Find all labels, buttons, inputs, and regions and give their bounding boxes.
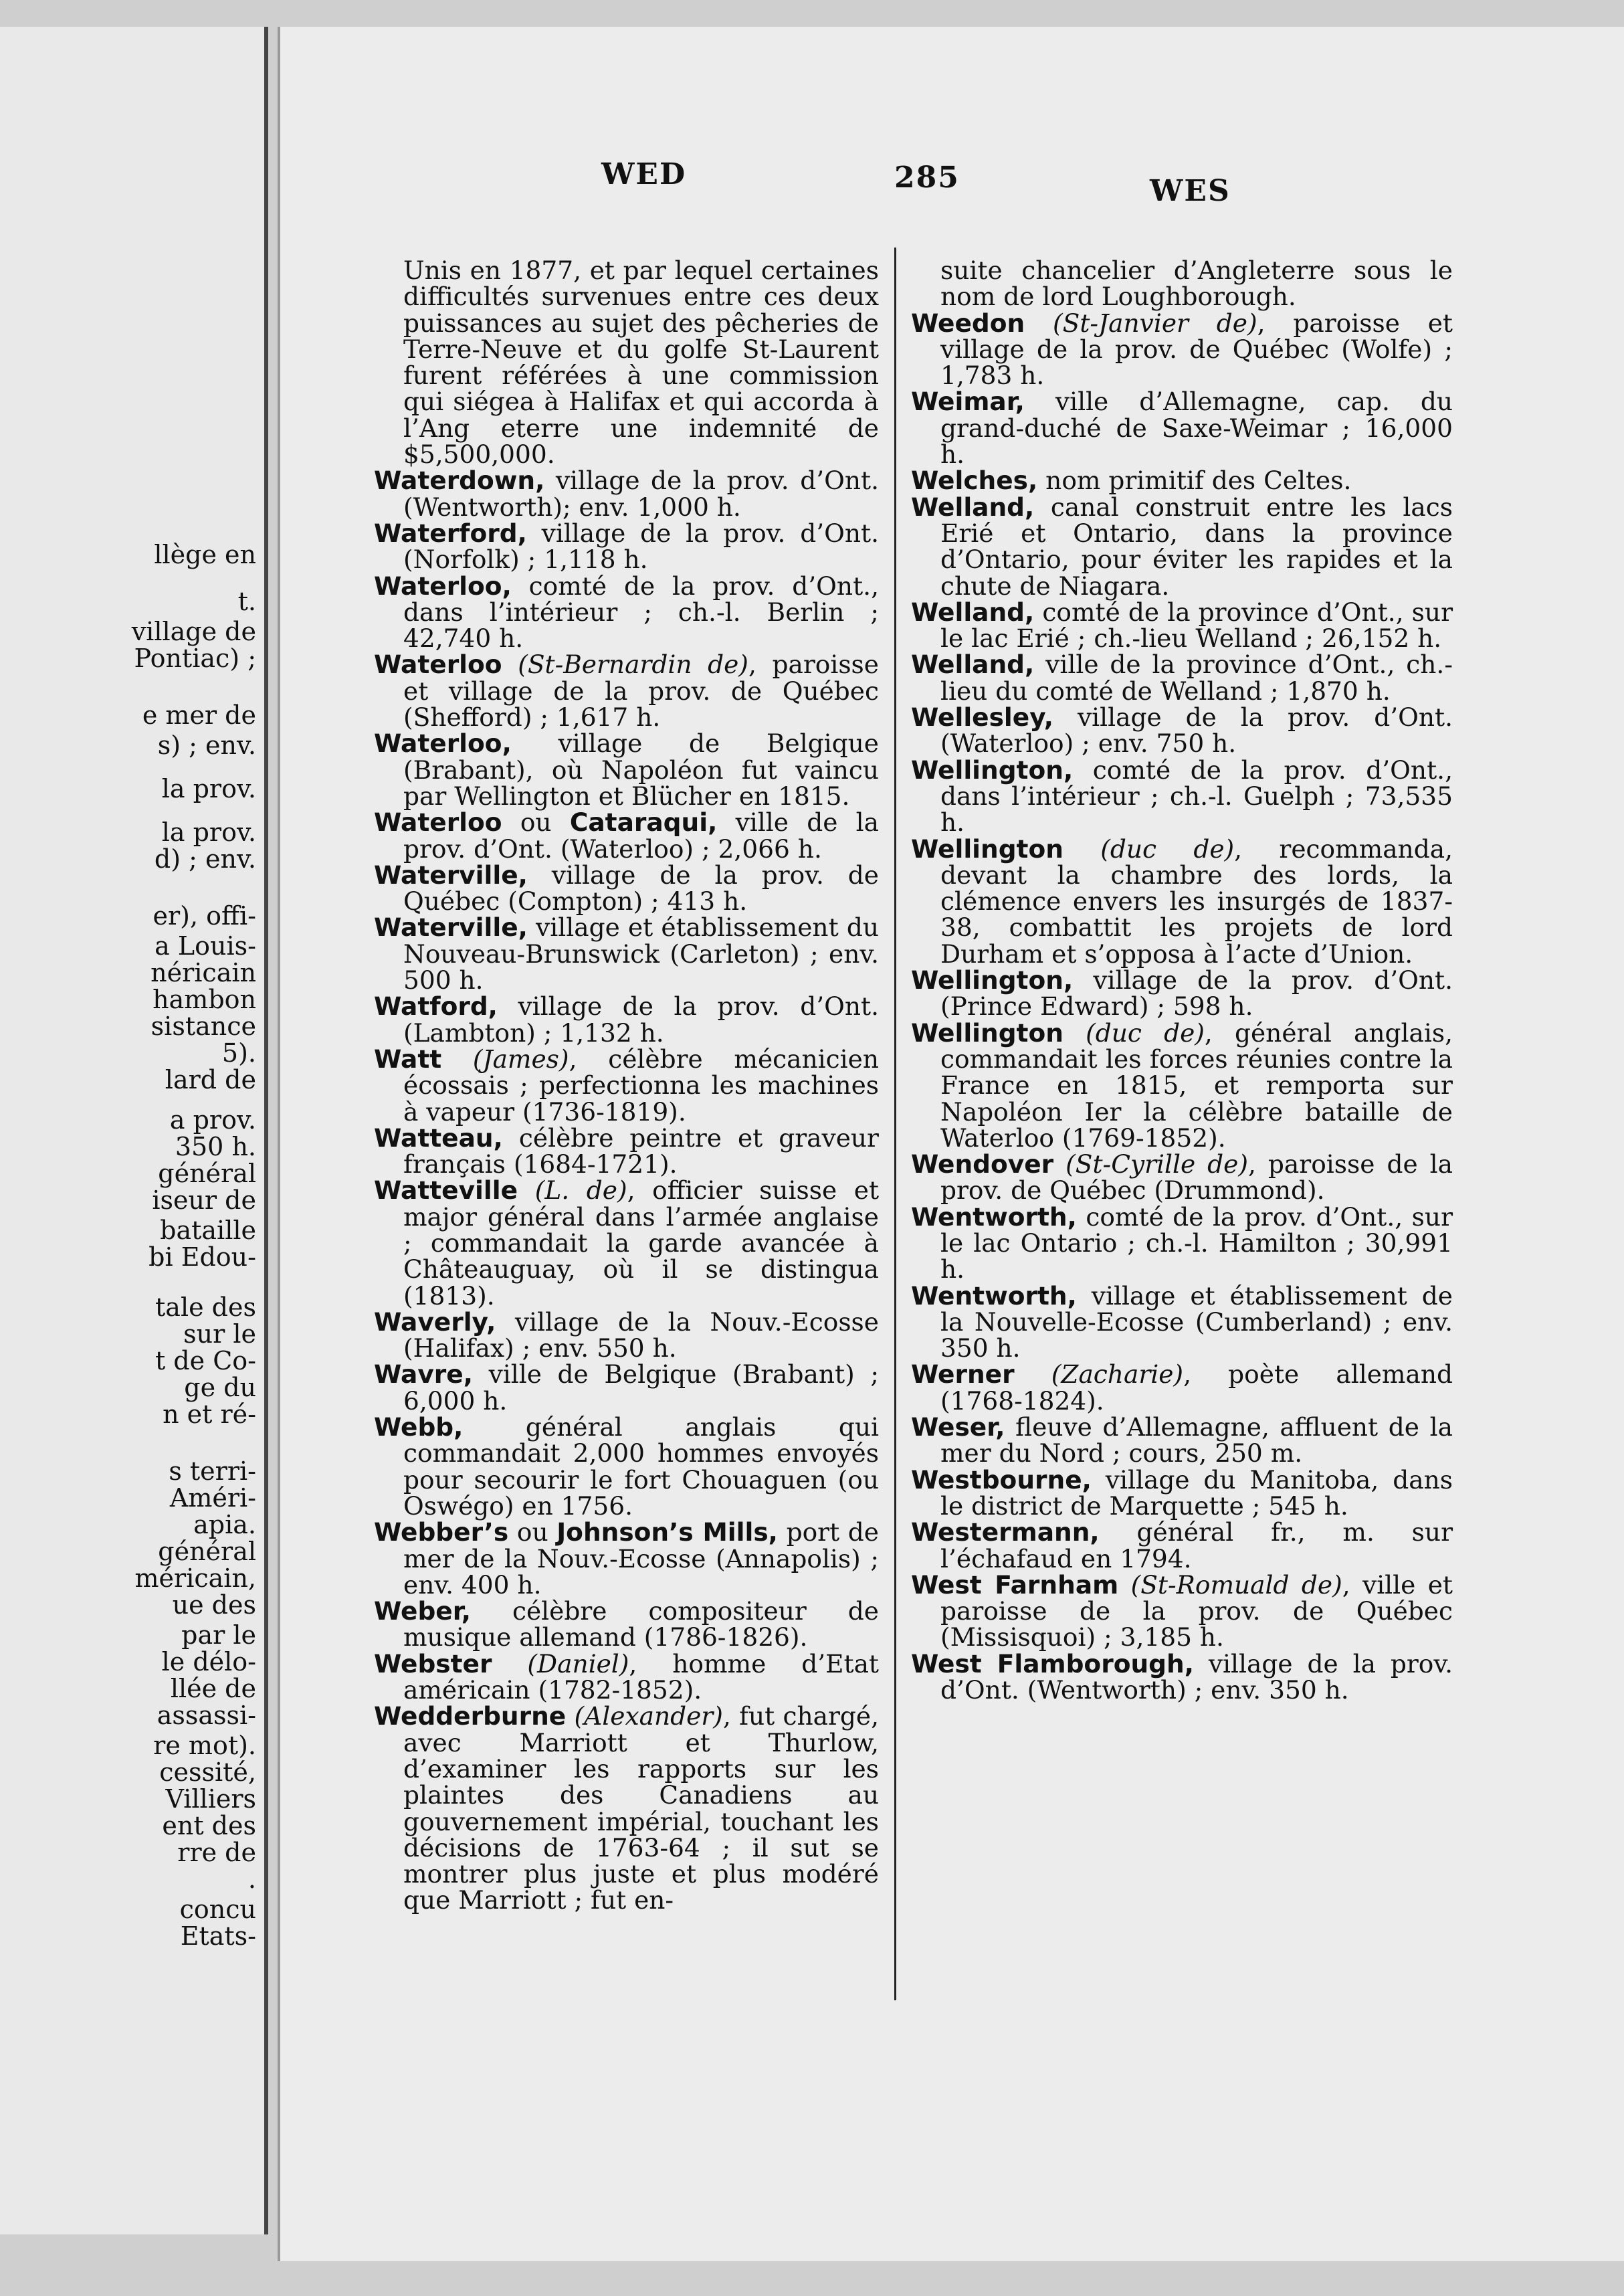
entry-headword: Wendover	[911, 1149, 1054, 1179]
entry-text: , officier suisse et major général dans l’armée anglaise ; commandait la garde avancée à Châteauguay, où il se distingua (1813).	[403, 1175, 880, 1311]
entry-headword: Waterville,	[374, 913, 528, 943]
facing-page-text: lard de	[165, 1065, 256, 1094]
facing-page-text: ge du	[184, 1373, 256, 1402]
dictionary-entry	[374, 258, 879, 468]
entry-text: village de la prov. d’Ont. (Wentworth); env. 1,000 h.	[403, 466, 879, 522]
facing-page-text: sur le	[183, 1319, 256, 1349]
dictionary-entry	[911, 599, 1453, 652]
dictionary-entry	[911, 1151, 1453, 1204]
dictionary-entry	[374, 915, 879, 993]
entry-headword: Wentworth,	[911, 1202, 1077, 1232]
facing-page-text: d) ; env.	[154, 844, 256, 874]
entry-text: village du Manitoba, dans le district de Marquette ; 545 h.	[940, 1464, 1453, 1521]
entry-headword: Webber’s	[374, 1517, 509, 1547]
facing-page-text: concu	[179, 1895, 256, 1924]
entry-qualifier: (L. de)	[534, 1175, 627, 1206]
dictionary-entry	[911, 1648, 1453, 1705]
facing-page-text: général	[158, 1537, 256, 1566]
facing-page-text: hambon	[153, 985, 256, 1014]
entry-text: , général anglais, commandait les forces réunies contre la France en 1815, et remporta sur Napoléon Ier la célèbre bataille de Waterloo (1769-1852).	[940, 1018, 1453, 1153]
facing-page-text: iseur de	[152, 1185, 256, 1215]
entry-headword: Weedon	[911, 308, 1025, 338]
facing-page-text: le délo-	[161, 1647, 256, 1677]
facing-page-text: tale des	[155, 1293, 256, 1322]
dictionary-entry	[374, 1703, 879, 1913]
facing-page-text: t.	[237, 587, 256, 616]
dictionary-entry	[374, 573, 879, 652]
dictionary-entry	[374, 1414, 879, 1519]
entry-text: , fut chargé, avec Marriott et Thurlow, d’examiner les rapports sur les plaintes des Canadiens au gouvernement impérial, touchant les décisions de 1763-64 ; il sut se montrer plus juste et plus modéré que Marriott ; fut en-	[403, 1701, 880, 1915]
facing-page-text: ent des	[162, 1811, 256, 1840]
dictionary-entry	[374, 1177, 879, 1309]
entry-text: village de la prov. d’Ont. (Norfolk) ; 1,118 h.	[403, 518, 879, 575]
column-rule	[894, 248, 896, 2000]
dictionary-entry	[374, 1309, 879, 1362]
facing-page-text: t de Co-	[155, 1346, 256, 1375]
dictionary-entry	[374, 1598, 879, 1651]
entry-text: village et établissement du Nouveau-Brunswick (Carleton) ; env. 500 h.	[403, 913, 879, 995]
entry-text: , paroisse et village de la prov. de Québec (Wolfe) ; 1,783 h.	[940, 308, 1453, 391]
facing-page-text: llée de	[170, 1674, 256, 1703]
entry-text: village et établissement de la Nouvelle-Ecosse (Cumberland) ; env. 350 h.	[940, 1280, 1453, 1363]
entry-headword: Webb,	[374, 1412, 464, 1442]
facing-page-text: Etats-	[180, 1921, 256, 1951]
entry-text: , homme d’Etat américain (1782-1852).	[403, 1648, 879, 1705]
facing-page-text: méricain,	[134, 1563, 256, 1593]
entry-headword: West Flamborough,	[911, 1648, 1194, 1679]
entry-headword: Weber,	[374, 1596, 471, 1626]
facing-page-text: n et ré-	[163, 1400, 256, 1429]
entry-headword: Wellington,	[911, 965, 1074, 995]
entry-qualifier: (duc de)	[1100, 834, 1235, 864]
entry-text: comté de la prov. d’Ont., dans l’intérieur ; ch.-l. Guelph ; 73,535 h.	[940, 755, 1453, 838]
facing-page-fragment	[0, 27, 268, 2234]
entry-qualifier: (Daniel)	[527, 1648, 629, 1679]
dictionary-entry	[911, 1361, 1453, 1414]
entry-headword: Wellington	[911, 834, 1063, 864]
facing-page-text: s terri-	[169, 1456, 256, 1486]
entry-qualifier: (St-Romuald de)	[1130, 1569, 1342, 1600]
entry-qualifier: (St-Janvier de)	[1053, 308, 1257, 338]
facing-page-text: Améri-	[169, 1483, 256, 1513]
facing-page-text: assassi-	[157, 1701, 256, 1730]
entry-headword: Waterville,	[374, 860, 528, 890]
entry-text: fleuve d’Allemagne, affluent de la mer du Nord ; cours, 250 m.	[940, 1412, 1453, 1468]
dictionary-entry	[911, 836, 1453, 967]
entry-headword: Waterdown,	[374, 466, 545, 496]
entry-headword: Welland,	[911, 492, 1035, 522]
entry-text: village de la Nouv.-Ecosse (Halifax) ; env. 550 h.	[403, 1307, 879, 1363]
facing-page-text: général	[158, 1159, 256, 1188]
page-number: 285	[894, 161, 960, 195]
facing-page-text: er), offi-	[153, 901, 256, 931]
entry-qualifier: (St-Bernardin de)	[518, 650, 748, 680]
dictionary-entry	[911, 967, 1453, 1020]
facing-page-text: bataille	[160, 1216, 256, 1245]
entry-headword-alt: Johnson’s Mills,	[556, 1517, 778, 1547]
dictionary-entry	[374, 809, 879, 862]
facing-page-text: cessité,	[159, 1757, 256, 1787]
dictionary-entry	[374, 1361, 879, 1414]
entry-headword: Weser,	[911, 1412, 1005, 1442]
entry-qualifier: (duc de)	[1086, 1018, 1205, 1048]
facing-page-text: village de	[131, 617, 256, 646]
entry-text: , paroisse de la prov. de Québec (Drummond).	[940, 1149, 1453, 1206]
facing-page-text: apia.	[193, 1510, 256, 1539]
entry-text: suite chancelier d’Angleterre sous le nom de lord Loughborough.	[940, 256, 1453, 312]
dictionary-entry	[374, 862, 879, 915]
entry-text: ou	[508, 1517, 557, 1547]
entry-headword: Waterford,	[374, 518, 527, 548]
dictionary-entry	[374, 993, 879, 1046]
dictionary-page	[278, 27, 1624, 2261]
entry-headword: Waverly,	[374, 1307, 496, 1337]
dictionary-entry	[911, 652, 1453, 704]
dictionary-entry	[374, 1648, 879, 1705]
column-right	[911, 258, 1453, 1703]
dictionary-entry	[911, 1280, 1453, 1363]
facing-page-text: .	[247, 1864, 256, 1894]
entry-text: , recommanda, devant la chambre des lords, la clémence envers les insurgés de 1837-38, combattit les projets de lord Durham et s’opposa à l’acte d’Union.	[940, 834, 1453, 969]
facing-page-text: sistance	[150, 1012, 256, 1041]
entry-headword: Watteau,	[374, 1123, 503, 1153]
entry-headword: Wellington,	[911, 755, 1074, 785]
dictionary-entry	[374, 468, 879, 520]
entry-headword: Watford,	[374, 991, 498, 1022]
dictionary-entry	[374, 520, 879, 573]
entry-qualifier: (James)	[472, 1044, 569, 1074]
facing-page-text: ue des	[172, 1590, 256, 1620]
dictionary-entry	[374, 1519, 879, 1598]
facing-page-text: 5).	[221, 1038, 256, 1068]
entry-headword-alt: Cataraqui,	[569, 807, 718, 838]
facing-page-text: par le	[181, 1620, 256, 1650]
entry-text: , paroisse et village de la prov. de Québec (Shefford) ; 1,617 h.	[403, 650, 879, 733]
entry-headword: Welches,	[911, 466, 1038, 496]
dictionary-entry	[374, 731, 879, 809]
entry-text: nom primitif des Celtes.	[1037, 466, 1352, 496]
facing-page-text: bi Edou-	[148, 1242, 256, 1272]
entry-headword: Welland,	[911, 597, 1035, 627]
entry-text: Unis en 1877, et par lequel certaines difficultés survenues entre ces deux puissances au sujet des pêcheries de Terre-Neuve et du golfe St-Laurent furent référées à une commission qui siégea à Halifax et qui accorda à l’Ang eterre une indemnité de $5,500,000.	[403, 256, 879, 470]
entry-text: ville de la province d’Ont., ch.-lieu du comté de Welland ; 1,870 h.	[940, 650, 1453, 706]
dictionary-entry	[911, 1020, 1453, 1151]
entry-text: général anglais qui commandait 2,000 hommes envoyés pour secourir le fort Chouaguen (ou Oswégo) en 1756.	[403, 1412, 879, 1521]
entry-headword: Wentworth,	[911, 1280, 1077, 1311]
entry-headword: Waterloo	[374, 807, 502, 838]
entry-qualifier: (Alexander)	[574, 1701, 723, 1731]
entry-text: village de la prov. d’Ont. (Waterloo) ; env. 750 h.	[940, 702, 1453, 759]
entry-text: célèbre peintre et graveur français (1684-1721).	[403, 1123, 879, 1179]
entry-text: canal construit entre les lacs Erié et Ontario, dans la province d’Ontario, pour éviter les rapides et la chute de Niagara.	[940, 492, 1453, 601]
entry-headword: Wellesley,	[911, 702, 1053, 733]
facing-page-text: llège en	[154, 540, 256, 569]
entry-headword: Westbourne,	[911, 1464, 1092, 1495]
entry-text: village de la prov. de Québec (Compton) ; 413 h.	[403, 860, 879, 917]
dictionary-entry	[374, 1125, 879, 1178]
entry-headword: Westermann,	[911, 1517, 1100, 1547]
dictionary-entry	[374, 652, 879, 731]
entry-headword: Welland,	[911, 650, 1035, 680]
entry-text: village de la prov. d’Ont. (Wentworth) ; env. 350 h.	[940, 1648, 1453, 1705]
entry-headword: Werner	[911, 1359, 1015, 1390]
facing-page-text: 350 h.	[175, 1132, 256, 1161]
entry-text: ou	[502, 807, 570, 838]
entry-headword: Waterloo,	[374, 729, 512, 759]
dictionary-entry	[911, 494, 1453, 599]
entry-text: , célèbre mécanicien écossais ; perfectionna les machines à vapeur (1736-1819).	[403, 1044, 879, 1127]
entry-text: ville de la prov. d’Ont. (Waterloo) ; 2,066 h.	[403, 807, 879, 864]
entry-text: port de mer de la Nouv.-Ecosse (Annapolis) ; env. 400 h.	[403, 1517, 879, 1600]
dictionary-entry	[911, 310, 1453, 389]
entry-text: général fr., m. sur l’échafaud en 1794.	[940, 1517, 1453, 1573]
entry-text: village de la prov. d’Ont. (Prince Edward) ; 598 h.	[940, 965, 1453, 1022]
dictionary-entry	[911, 1414, 1453, 1467]
entry-headword: Waterloo,	[374, 571, 512, 601]
facing-page-text: re mot).	[153, 1731, 256, 1760]
facing-page-text: s) ; env.	[157, 731, 256, 760]
entry-qualifier: (Zacharie)	[1051, 1359, 1184, 1390]
facing-page-text: Pontiac) ;	[134, 644, 256, 673]
dictionary-entry	[911, 1204, 1453, 1283]
dictionary-entry	[374, 1046, 879, 1125]
dictionary-entry	[911, 757, 1453, 836]
dictionary-entry	[911, 1519, 1453, 1572]
entry-headword: West Farnham	[911, 1569, 1119, 1600]
entry-text: , poète allemand (1768-1824).	[940, 1359, 1453, 1416]
entry-headword: Waterloo	[374, 650, 502, 680]
dictionary-entry	[911, 468, 1453, 494]
dictionary-entry	[911, 258, 1453, 310]
entry-text: célèbre compositeur de musique allemand (1786-1826).	[403, 1596, 879, 1652]
entry-text: village de Belgique (Brabant), où Napoléon fut vaincu par Wellington et Blücher en 1815.	[403, 729, 879, 811]
entry-text: comté de la prov. d’Ont., sur le lac Ontario ; ch.-l. Hamilton ; 30,991 h.	[940, 1202, 1453, 1284]
entry-headword: Webster	[374, 1648, 492, 1679]
entry-headword: Watt	[374, 1044, 442, 1074]
entry-headword: Wellington	[911, 1018, 1063, 1048]
entry-headword: Watteville	[374, 1175, 518, 1206]
entry-qualifier: (St-Cyrille de)	[1065, 1149, 1248, 1179]
facing-page-text: a prov.	[169, 1105, 256, 1135]
entry-text: village de la prov. d’Ont. (Lambton) ; 1,132 h.	[403, 991, 879, 1048]
running-head-right: WES	[1150, 174, 1231, 208]
entry-text: comté de la prov. d’Ont., dans l’intérieur ; ch.-l. Berlin ; 42,740 h.	[403, 571, 879, 654]
dictionary-entry	[911, 1569, 1453, 1652]
facing-page-text: la prov.	[161, 774, 256, 803]
facing-page-text: néricain	[150, 958, 256, 987]
entry-headword: Weimar,	[911, 387, 1025, 417]
facing-page-text: la prov.	[161, 818, 256, 847]
entry-text: ville d’Allemagne, cap. du grand-duché de Saxe-Weimar ; 16,000 h.	[940, 387, 1453, 470]
facing-page-text: rre de	[177, 1838, 256, 1867]
running-head-left: WED	[601, 157, 687, 191]
entry-text: , ville et paroisse de la prov. de Québec (Missisquoi) ; 3,185 h.	[940, 1569, 1453, 1652]
entry-text: comté de la province d’Ont., sur le lac Erié ; ch.-lieu Welland ; 26,152 h.	[940, 597, 1453, 654]
facing-page-text: e mer de	[142, 700, 256, 730]
entry-text: ville de Belgique (Brabant) ; 6,000 h.	[403, 1359, 879, 1416]
dictionary-entry	[911, 389, 1453, 468]
column-left	[374, 258, 879, 1914]
facing-page-text: Villiers	[165, 1784, 256, 1814]
entry-headword: Wavre,	[374, 1359, 473, 1390]
dictionary-entry	[911, 1464, 1453, 1521]
entry-headword: Wedderburne	[374, 1701, 567, 1731]
facing-page-text: a Louis-	[155, 931, 256, 961]
dictionary-entry	[911, 704, 1453, 757]
